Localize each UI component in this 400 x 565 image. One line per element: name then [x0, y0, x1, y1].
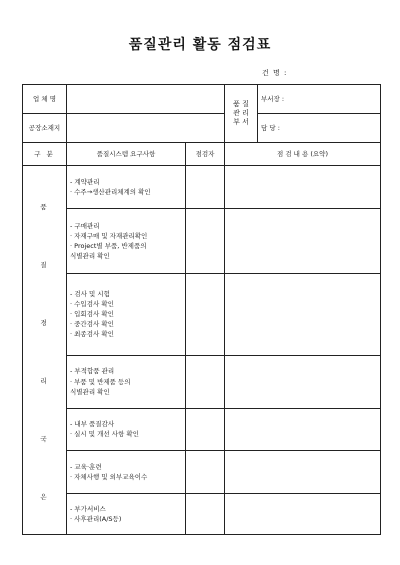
- checker-cell[interactable]: [186, 408, 225, 451]
- requirement-item: - 구매관리: [70, 221, 100, 230]
- division-header: 구 분: [23, 143, 67, 166]
- content-cell[interactable]: [225, 166, 381, 209]
- company-value[interactable]: [67, 85, 225, 114]
- requirement-item: - 계약관리: [70, 177, 100, 186]
- qc-dept-line-3: 부 서: [233, 117, 249, 126]
- dept-head-field[interactable]: 부서장 :: [258, 85, 381, 114]
- requirement-item: - 부적합품 관리: [70, 367, 115, 376]
- site-label: 공장소재지: [23, 114, 67, 143]
- content-header: 점 검 내 용 (요약): [225, 143, 381, 166]
- vertical-char-4: 리: [40, 377, 49, 385]
- requirement-item: · 수주→생산관리체계의 확인: [70, 187, 151, 196]
- requirement-cell: [67, 355, 186, 408]
- site-row: [23, 114, 381, 143]
- checker-cell[interactable]: [186, 355, 225, 408]
- header-row: [23, 143, 381, 166]
- qc-dept-line-2: 관 리: [233, 109, 249, 118]
- requirement-item: · 부품 및 반제품 등의: [70, 377, 131, 386]
- requirement-item: 식별관리 확인: [70, 387, 110, 396]
- vertical-char-3: 경: [40, 319, 49, 327]
- section-row: [23, 208, 381, 273]
- requirement-item: - 교육·훈련: [70, 463, 102, 472]
- section-row: [23, 494, 381, 535]
- checklist-table: [22, 84, 381, 535]
- requirement-item: - 부가서비스: [70, 504, 106, 513]
- requirement-item: · 수입검사 확인: [70, 300, 114, 309]
- manager-field[interactable]: 담 당 :: [258, 114, 381, 143]
- company-label: 업 체 명: [23, 85, 67, 114]
- checker-cell[interactable]: [186, 274, 225, 356]
- section-row: [23, 166, 381, 209]
- division-vertical-label: [23, 166, 67, 535]
- vertical-char-6: 은: [40, 493, 49, 501]
- requirement-item: · Project별 부품, 반제품의: [70, 241, 147, 250]
- vertical-char-2: 질: [40, 261, 49, 269]
- requirement-item: · 자체사행 및 외부교육이수: [70, 473, 148, 482]
- company-row: [23, 85, 381, 114]
- requirement-cell: [67, 166, 186, 209]
- requirement-item: · 실시 및 개선 사항 확인: [70, 430, 139, 439]
- requirement-cell: [67, 208, 186, 273]
- section-row: [23, 408, 381, 451]
- requirement-item: · 사후관리(A/S등): [70, 515, 122, 524]
- requirement-item: · 자재구매 및 자재관리확인: [70, 231, 148, 240]
- requirement-item: 식별관리 확인: [70, 252, 110, 261]
- content-cell[interactable]: [225, 274, 381, 356]
- requirements-header: 품질시스템 요구사항: [67, 143, 186, 166]
- qc-dept-label: [225, 85, 258, 143]
- vertical-char-5: 국: [40, 435, 49, 443]
- content-cell[interactable]: [225, 451, 381, 494]
- case-name-label: 건 명 :: [262, 69, 288, 77]
- page-title: 품질관리 활동 점검표: [128, 37, 272, 53]
- requirement-item: · 최종검사 확인: [70, 330, 114, 339]
- requirement-cell: [67, 494, 186, 535]
- checker-cell[interactable]: [186, 166, 225, 209]
- requirement-item: - 내부 품질감사: [70, 420, 115, 429]
- content-cell[interactable]: [225, 494, 381, 535]
- requirement-cell: [67, 408, 186, 451]
- requirement-item: · 중간검사 확인: [70, 320, 114, 329]
- content-cell[interactable]: [225, 408, 381, 451]
- content-cell[interactable]: [225, 208, 381, 273]
- section-row: [23, 451, 381, 494]
- requirement-item: · 입회검사 확인: [70, 310, 114, 319]
- checker-header: 점검자: [186, 143, 225, 166]
- requirement-cell: [67, 451, 186, 494]
- section-row: [23, 274, 381, 356]
- checker-cell[interactable]: [186, 494, 225, 535]
- requirement-item: - 검사 및 시험: [70, 289, 110, 298]
- checker-cell[interactable]: [186, 451, 225, 494]
- section-row: [23, 355, 381, 408]
- checker-cell[interactable]: [186, 208, 225, 273]
- qc-dept-line-1: 품 질: [233, 100, 249, 109]
- site-value[interactable]: [67, 114, 225, 143]
- requirement-cell: [67, 274, 186, 356]
- content-cell[interactable]: [225, 355, 381, 408]
- vertical-char-1: 품: [40, 203, 49, 211]
